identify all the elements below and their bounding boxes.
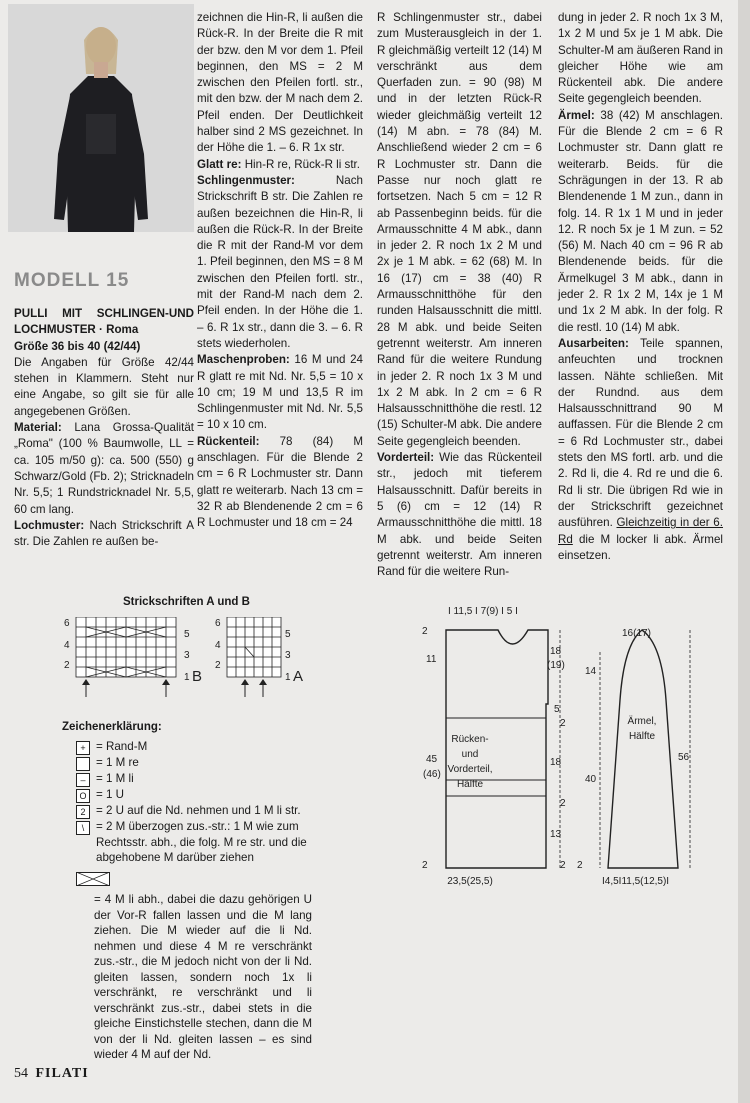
lochmuster-label: Lochmuster: bbox=[14, 518, 85, 532]
chart-a bbox=[213, 617, 323, 699]
sleeve-top-dims: 16(17) bbox=[622, 628, 651, 639]
schema-left-46: (46) bbox=[423, 769, 441, 780]
sleeve-56: 56 bbox=[678, 752, 690, 763]
sleeve-bottom-dims: I4,5I11,5(12,5)I bbox=[602, 876, 670, 887]
piece-label-1: Rücken- bbox=[451, 734, 489, 745]
page-number: 54 bbox=[14, 1066, 28, 1081]
charts-title: Strickschriften A und B bbox=[123, 596, 250, 608]
piece-label-4: Hälfte bbox=[456, 779, 484, 790]
legend-text: = 1 U bbox=[96, 788, 125, 801]
chart-b-row-5: 5 bbox=[184, 629, 190, 640]
proben-label: Maschenproben: bbox=[197, 353, 290, 367]
chart-b-row-1: 1 bbox=[184, 672, 190, 683]
chart-b-row-6: 6 bbox=[64, 618, 70, 629]
sizes: Größe 36 bis 40 (42/44) bbox=[14, 339, 141, 353]
schema-right-2a: 2 bbox=[560, 718, 566, 729]
piece-label-3: Vorderteil, bbox=[447, 764, 493, 775]
chart-a-row-6: 6 bbox=[215, 618, 221, 629]
schema-left-2-bottom: 2 bbox=[422, 860, 428, 871]
legend-item bbox=[62, 739, 312, 755]
legend-symbol: \ bbox=[76, 821, 90, 835]
legend-symbol: – bbox=[76, 773, 90, 787]
sleeve-40: 40 bbox=[585, 774, 597, 785]
page-footer bbox=[14, 1066, 89, 1082]
schema-left-45: 45 bbox=[426, 754, 438, 765]
schema-left-11: 11 bbox=[426, 654, 437, 665]
ausarb-text: Teile spannen, anfeuchten und trocknen lassen. Nähte schließen. Mit der Rundnd. aus dem Halsausschnittrand 90 M auffassen. Für die Blende 2 cm = 6 Rd Lochmuster str., dabei stets den MS fortl. arb. und die 2. Rd li, die 4. Rd re und die 6. Rd li str. Die übrigen Rd wie in der Strickschrift gezeichnet ausführen. bbox=[558, 336, 723, 530]
legend bbox=[62, 739, 312, 1063]
col2-paragraph: zeichnen die Hin-R, li außen die Rück-R. In der Breite die R mit der bzw. den M vor dem 1. Pfeil beginnen, den MS = 2 M zwischen den Pfeilen fortl. str., mit den bzw. der M nach dem 2. Pfeil enden. Der Deutlichkeit halber sind 2 MS gezeichnet. In der Höhe die 1. – 6. R 1x str. bbox=[197, 11, 363, 155]
legend-item bbox=[62, 803, 312, 819]
chart-b bbox=[62, 617, 212, 699]
schema-top-dims: I 11,5 I 7(9) I 5 I bbox=[448, 606, 518, 617]
magazine-brand: FILATI bbox=[35, 1066, 89, 1081]
legend-title: Zeichenerklärung: bbox=[62, 721, 162, 733]
schema-right-18b: 18 bbox=[550, 757, 562, 768]
model-photo bbox=[8, 4, 194, 232]
sleeve-label-1: Ärmel, bbox=[627, 716, 657, 727]
chart-a-row-2: 2 bbox=[215, 660, 221, 671]
chart-a-row-4: 4 bbox=[215, 640, 221, 651]
aermel-text: 38 (42) M anschlagen. Für die Blende 2 cm = 6 R Lochmuster str. Dann glatt re weiterarb. Beids. für die Schrägungen in der 13. R ab Blendenende 1 M zun., dann in folg. 14. R 1x 1 M und in jeder 12. R noch 5x je 1 M zun. = 52 (56) M. Nach 40 cm = 96 R ab Blendenende beids. für die Ärmelkugel 3 M abk., dann in jeder 2. R 1x 2 M, 14x je 1 M und 1x 2 M abk. In der folg. R die restl. 10 (14) M abk. bbox=[558, 108, 723, 334]
legend-symbol bbox=[76, 757, 90, 771]
proben-text: 16 M und 24 R glatt re mit Nd. Nr. 5,5 = 10 x 10 cm; 19 M und 13,5 R im Schlingenmuster mit Nd. Nr. 5,5 = 10 x 10 cm. bbox=[197, 353, 363, 432]
chart-a-label: A bbox=[293, 668, 304, 685]
legend-text: = 1 M re bbox=[96, 756, 139, 769]
chart-b-row-2: 2 bbox=[64, 660, 70, 671]
legend-symbol: O bbox=[76, 789, 90, 803]
legend-symbol: 2 bbox=[76, 805, 90, 819]
schling-label: Schlingenmuster: bbox=[197, 173, 295, 187]
schema-right-5: 5 bbox=[554, 704, 560, 715]
vorder-text: Wie das Rückenteil str., jedoch mit tieferem Halsausschnitt. Dafür bereits in 5 (6) cm = 12 (14) R Armausschnitthöhe die mittl. 18 M abk. und beide Seiten getrennt weiterstr. Am inneren Rand für die weitere Run- bbox=[377, 451, 542, 579]
ruecken-label: Rückenteil: bbox=[197, 434, 260, 448]
intro-text: Die Angaben für Größe 42/44 stehen in Klammern. Steht nur eine Angabe, so gilt sie für alle angegebenen Größen. bbox=[14, 355, 194, 418]
chart-a-row-1: 1 bbox=[285, 672, 291, 683]
schematic bbox=[410, 600, 710, 895]
chart-b-label: B bbox=[192, 668, 203, 685]
legend-item bbox=[62, 771, 312, 787]
aermel-label: Ärmel: bbox=[558, 108, 595, 122]
glatt-text: Hin-R re, Rück-R li str. bbox=[244, 157, 360, 171]
legend-text: = 2 U auf die Nd. nehmen und 1 M li str. bbox=[96, 804, 301, 817]
pattern-heading: PULLI MIT SCHLINGEN-UND LOCHMUSTER · Roma bbox=[14, 307, 194, 337]
col4-paragraph: dung in jeder 2. R noch 1x 3 M, 1x 2 M und 5x je 1 M abk. Die Schulter-M am äußeren Rand in gleicher Höhe wie am Rückenteil abk. Die andere Seite gegengleich beenden. bbox=[558, 11, 723, 106]
vorder-label: Vorderteil: bbox=[377, 451, 435, 465]
column-3 bbox=[377, 10, 542, 580]
material-label: Material: bbox=[14, 421, 62, 435]
col3-paragraph: R Schlingenmuster str., dabei zum Musterausgleich in der 1. R gleichmäßig verteilt 12 (14) M verschränkt aus dem Querfaden zun. = 90 (98) M und in der letzten Rück-R wieder gleichmäßig verteilt 12 (14) M abn. = 78 (84) M. Anschließend wieder 2 cm = 6 R Lochmuster str. Dann die Passe nur noch glatt re fortsetzen. Nach 5 cm = 12 R ab Passenbeginn beids. für die Armausschnitte 4 M abk., dann in jeder 2. R noch 1x 2 M und 2x je 1 M abk. = 62 (68) M. In 16 (17) cm = 38 (40) R Armausschnitthöhe für den runden Halsausschnitt die mittl. 28 M abk. und beide Seiten getrennt weiterstr. Am inneren Rand für die weitere Rundung in jeder 2. R noch 1x 3 M und 1x 2 M abk. In 2 cm = 6 R Halsausschnitthöhe die restl. 12 (15) Schulter-M abk. Die andere Seite gegengleich beenden. bbox=[377, 11, 542, 448]
schling-text: Nach Strickschrift B str. Die Zahlen re außen bezeichnen die Hin-R, li außen die Rück-R. In der Breite die R mit der Rand-M vor dem 1. Pfeil beginnen, den MS = 8 M zwischen den Pfeilen fortl. str., mit der Rand-M nach dem 2. Pfeil enden. In der Höhe die 1. – 6. R 1x str., dann die 3. – 6. R stets wiederholen. bbox=[197, 173, 363, 350]
chart-a-row-5: 5 bbox=[285, 629, 291, 640]
glatt-label: Glatt re: bbox=[197, 157, 242, 171]
legend-item bbox=[62, 787, 312, 803]
sleeve-2: 2 bbox=[577, 860, 583, 871]
cross-stitch-text: = 4 M li abh., dabei die dazu gehörigen U der Vor-R fallen lassen und die M lang ziehen. Die M wieder auf die li Nd. nehmen und diese 4 M re verschränkt zus.-str., die M jedoch nicht von der li Nd. gleiten lassen, sondern noch 1x li verschränkt, re verschränkt und li verschränkt zus.-str., dabei stets in die gleiche Einstichstelle stechen, dann die M von der li Nd. gleiten lassen – es sind wieder 4 M auf der Nd. bbox=[94, 893, 312, 1061]
piece-label-2: und bbox=[461, 749, 479, 760]
lochmuster-text: Nach Strickschrift A str. Die Zahlen re außen be- bbox=[14, 518, 194, 549]
sleeve-14: 14 bbox=[585, 666, 597, 677]
ausarb-label: Ausarbeiten: bbox=[558, 336, 629, 350]
final-underlined: Gleichzeitig in der 6. Rd bbox=[558, 516, 723, 546]
legend-item bbox=[62, 819, 312, 866]
schema-left-2-top: 2 bbox=[422, 626, 428, 637]
legend-text: = 2 M überzogen zus.-str.: 1 M wie zum Rechtsstr. abh., die folg. M re str. und die abgehobene M darüber ziehen bbox=[96, 820, 307, 864]
schema-right-2b: 2 bbox=[560, 798, 566, 809]
sleeve-label-2: Hälfte bbox=[628, 731, 656, 742]
legend-item bbox=[62, 755, 312, 771]
model-title: MODELL 15 bbox=[14, 270, 130, 291]
page-spine bbox=[738, 0, 750, 1103]
schema-right-18: 18 bbox=[550, 646, 562, 657]
cross-stitch-symbol bbox=[76, 872, 312, 891]
column-4 bbox=[558, 10, 723, 564]
legend-text: = 1 M li bbox=[96, 772, 134, 785]
column-1 bbox=[14, 306, 194, 550]
ruecken-text: 78 (84) M anschlagen. Für die Blende 2 cm = 6 R Lochmuster str. Dann glatt re weiterarb. Nach 13 cm = 32 R ab Blendenende 2 cm = 6 R Lochmuster und 18 cm = 24 bbox=[197, 434, 363, 530]
chart-a-row-3: 3 bbox=[285, 650, 291, 661]
schema-bottom-dims: 23,5(25,5) bbox=[447, 876, 493, 887]
material-text: Lana Grossa-Qualität „Roma" (100 % Baumwolle, LL = ca. 105 m/50 g): ca. 500 (550) g Schwarz/Gold (Fb. 2); Stricknadeln Nr. 5,5; 1 Rundstricknadel Nr. 5,5, 60 cm lang. bbox=[14, 421, 194, 516]
legend-symbol: + bbox=[76, 741, 90, 755]
schema-right-2c: 2 bbox=[560, 860, 566, 871]
chart-b-row-3: 3 bbox=[184, 650, 190, 661]
legend-text: = Rand-M bbox=[96, 740, 148, 753]
column-2 bbox=[197, 10, 363, 532]
schema-right-19: (19) bbox=[547, 660, 565, 671]
final-rest: die M locker li abk. Ärmel einsetzen. bbox=[558, 532, 723, 562]
chart-b-row-4: 4 bbox=[64, 640, 70, 651]
schema-right-13: 13 bbox=[550, 829, 562, 840]
